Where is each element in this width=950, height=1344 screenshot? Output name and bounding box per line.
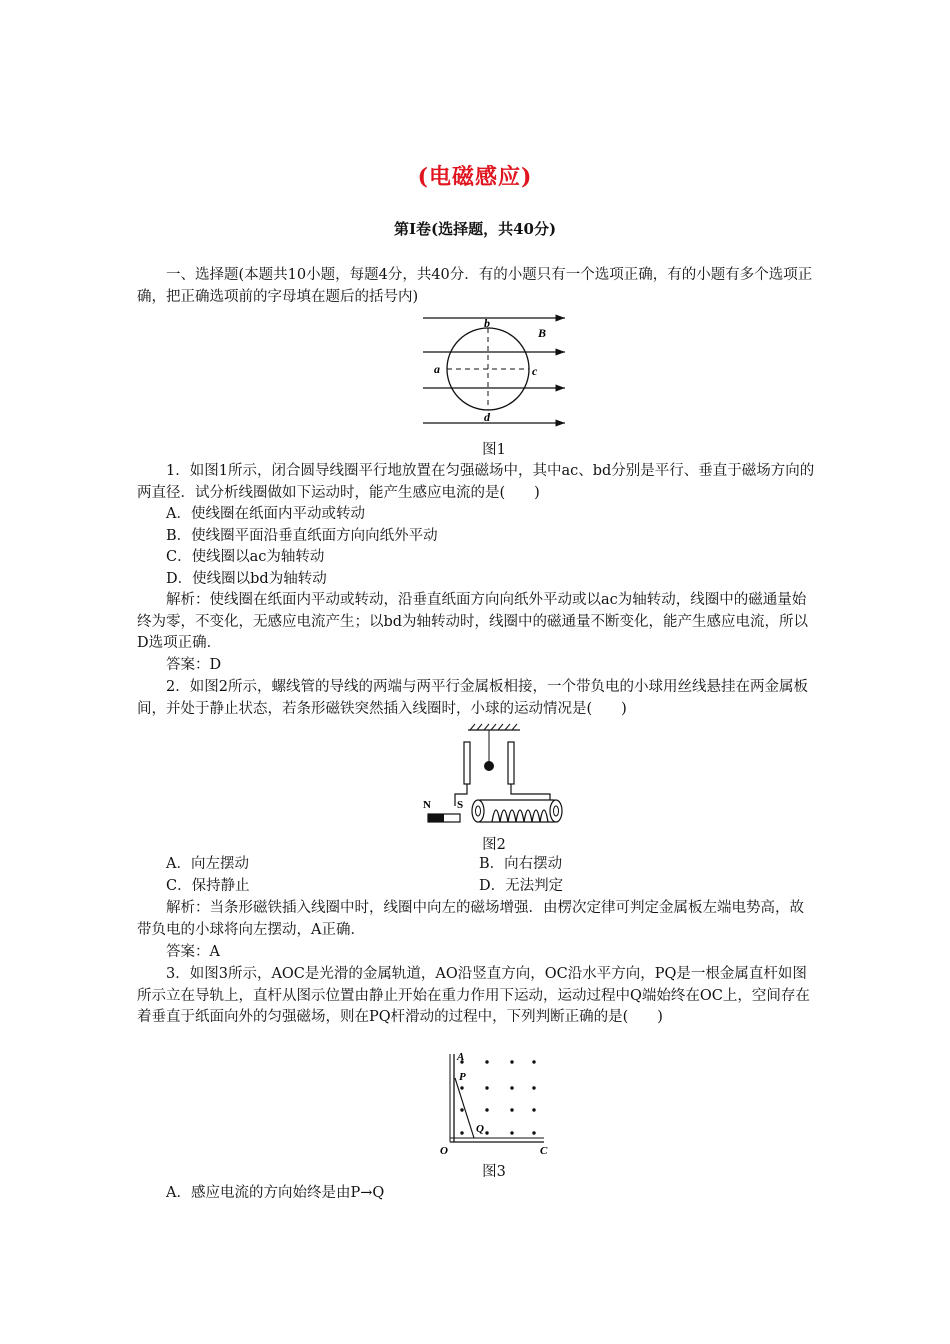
page-title: (电磁感应)	[417, 164, 533, 190]
question-2-answer: 答案：A	[166, 944, 220, 960]
question-1-option-a: A．使线圈在纸面内平动或转动	[166, 506, 365, 522]
figure-2-caption: 图2	[482, 837, 506, 853]
rod-pq	[455, 1078, 474, 1138]
figure-3-caption: 图3	[482, 1164, 506, 1180]
question-2-option-d: D．无法判定	[479, 878, 564, 894]
label-a: a	[434, 362, 440, 376]
label-A: A	[457, 1051, 465, 1063]
question-1-answer: 答案：D	[166, 657, 222, 673]
label-B: B	[538, 326, 547, 340]
section-subtitle: 第Ⅰ卷(选择题，共40分)	[393, 220, 557, 238]
left-plate	[464, 742, 470, 784]
magnetic-field-dots	[460, 1060, 535, 1134]
label-c: c	[532, 364, 538, 378]
right-plate	[508, 742, 514, 784]
question-1-option-c: C．使线圈以ac为轴转动	[166, 549, 325, 565]
magnet-label-n: N	[423, 799, 431, 811]
charged-ball	[484, 761, 494, 771]
question-1-analysis: 解析：使线圈在纸面内平动或转动，沿垂直纸面方向向纸外平动或以ac为轴转动，线圈中的磁通量始终为零，不变化，无感应电流产生；以bd为轴转动时，线圈中的磁通量不断变化，能产生感应电流，所以D选项正确．	[137, 592, 809, 651]
label-Q: Q	[476, 1123, 484, 1135]
question-1-stem: 1．如图1所示，闭合圆导线圈平行地放置在匀强磁场中，其中ac、bd分别是平行、垂直于磁场方向的两直径．试分析线圈做如下运动时，能产生感应电流的是( )	[137, 463, 815, 501]
label-P: P	[459, 1071, 466, 1083]
question-2-stem: 2．如图2所示，螺线管的导线的两端与两平行金属板相接，一个带负电的小球用丝线悬挂在两金属板间，并处于静止状态，若条形磁铁突然插入线圈时，小球的运动情况是( )	[137, 679, 808, 717]
question-2-analysis: 解析：当条形磁铁插入线圈中时，线圈中向左的磁场增强．由楞次定律可判定金属板左端电势高，故带负电的小球将向左摆动，A正确．	[137, 900, 804, 938]
question-1-option-b: B．使线圈平面沿垂直纸面方向向纸外平动	[166, 528, 438, 544]
label-d: d	[484, 410, 490, 424]
question-2-option-b: B．向右摆动	[479, 856, 563, 872]
label-O: O	[440, 1145, 448, 1157]
question-2-option-c: C．保持静止	[166, 878, 250, 894]
magnet-label-s: S	[457, 799, 464, 811]
question-2-option-a: A．向左摆动	[166, 856, 249, 872]
section-intro: 一、选择题(本题共10小题，每题4分，共40分．有的小题只有一个选项正确，有的小题有多个选项正确，把正确选项前的字母填在题后的括号内)	[137, 267, 813, 305]
figure-1-magnetic-field-coil	[415, 312, 575, 432]
question-3-option-a: A．感应电流的方向始终是由P→Q	[166, 1185, 385, 1201]
label-C: C	[540, 1145, 548, 1157]
label-b: b	[484, 316, 490, 330]
figure-2-solenoid-plates	[420, 722, 575, 830]
figure-3-rail-and-rod	[432, 1050, 562, 1158]
question-1-option-d: D．使线圈以bd为轴转动	[166, 571, 327, 587]
figure-1-caption: 图1	[482, 442, 506, 458]
question-3-stem: 3．如图3所示，AOC是光滑的金属轨道，AO沿竖直方向，OC沿水平方向，PQ是一根金属直杆如图所示立在导轨上，直杆从图示位置由静止开始在重力作用下运动，运动过程中Q端始终在OC上，空间存在着垂直于纸面向外的匀强磁场，则在PQ杆滑动的过程中，下列判断正确的是( )	[137, 966, 810, 1025]
